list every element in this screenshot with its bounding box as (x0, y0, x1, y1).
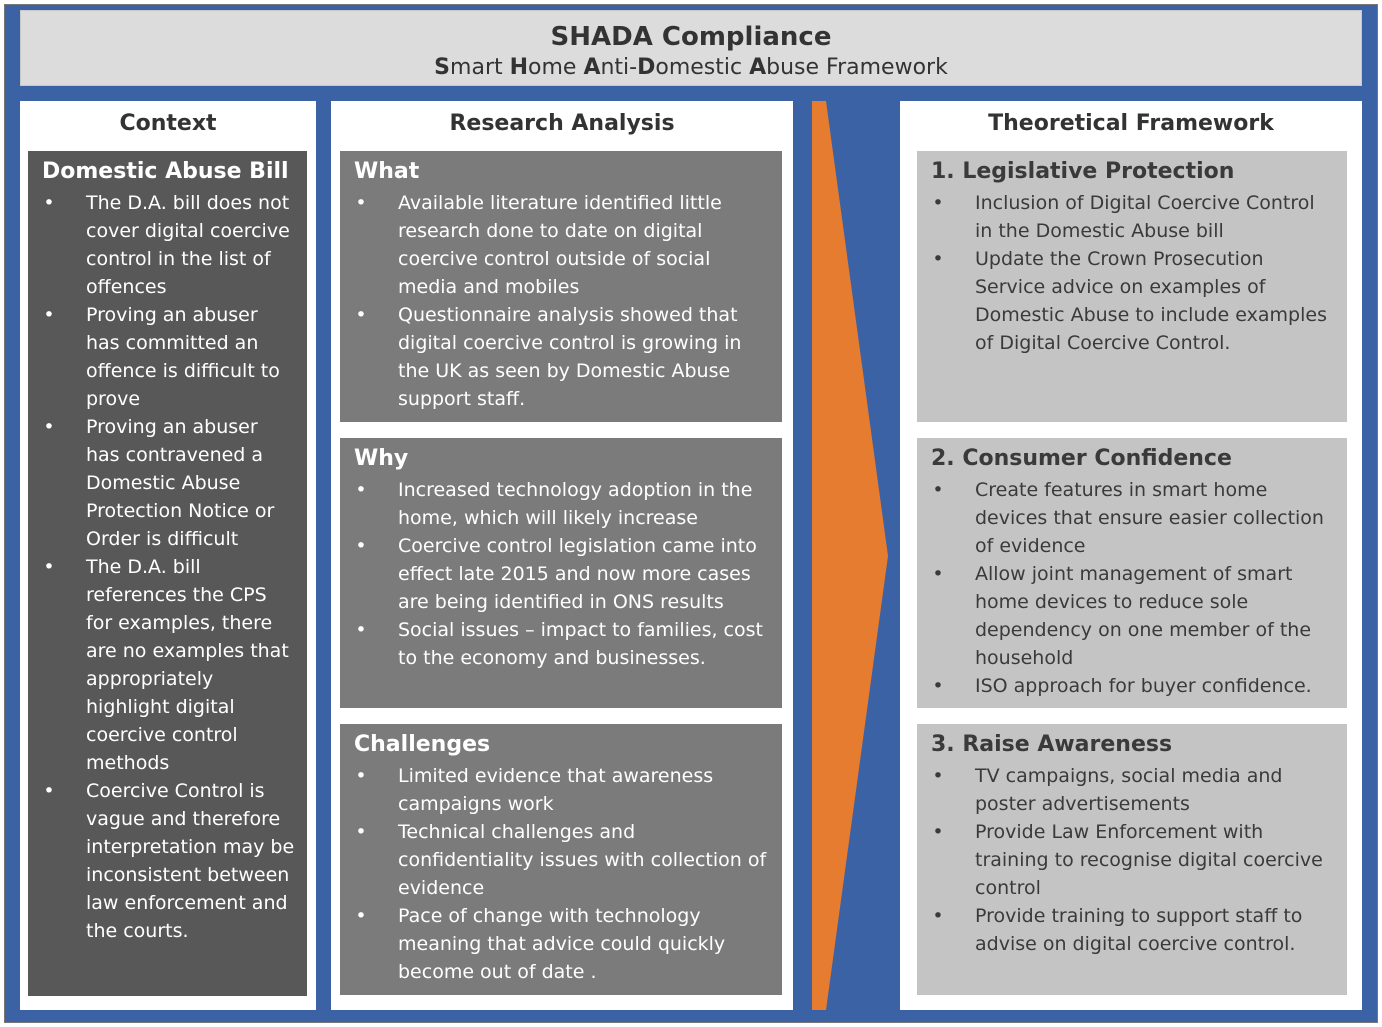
bullet-icon: • (932, 765, 944, 787)
list-item: • Coercive Control is vague and therefore interpretation may be inconsistent between law enforcement and the courts. (42, 777, 295, 945)
list-item: • TV campaigns, social media and poster advertisements (931, 762, 1335, 818)
bullet-icon: • (43, 556, 55, 578)
bullet-list (42, 189, 295, 945)
subtitle-text: mart (450, 55, 510, 80)
bullet-list (354, 189, 770, 413)
framework-heading: Theoretical Framework (988, 111, 1274, 136)
context-heading: Context (119, 111, 217, 136)
bullet-list (931, 189, 1335, 357)
legislative-protection-panel (917, 151, 1347, 422)
bullet-icon: • (355, 479, 367, 501)
list-item: • Questionnaire analysis showed that digital coercive control is growing in the UK as seen by Domestic Abuse support staff. (354, 301, 770, 413)
framework-column (900, 101, 1362, 1010)
research-column (331, 101, 793, 1010)
subtitle-initial: A (583, 55, 601, 80)
list-item: • Proving an abuser has committed an offence is difficult to prove (42, 301, 295, 413)
bullet-list (931, 476, 1335, 700)
bullet-icon: • (355, 821, 367, 843)
consumer-confidence-panel (917, 438, 1347, 708)
bullet-icon: • (932, 675, 944, 697)
list-item: • Provide training to support staff to advise on digital coercive control. (931, 902, 1335, 958)
list-item: • Create features in smart home devices that ensure easier collection of evidence (931, 476, 1335, 560)
context-column (20, 101, 316, 1010)
list-item: • Pace of change with technology meaning that advice could quickly become out of date . (354, 902, 770, 986)
panel-title: Why (354, 446, 409, 471)
bullet-icon: • (355, 192, 367, 214)
why-panel (340, 438, 782, 708)
list-item: • Available literature identified little research done to date on digital coercive control outside of social media and mobiles (354, 189, 770, 301)
bullet-icon: • (932, 192, 944, 214)
bullet-icon: • (932, 821, 944, 843)
subtitle-text: nti- (600, 55, 638, 80)
bullet-icon: • (43, 780, 55, 802)
research-heading: Research Analysis (449, 111, 675, 136)
list-item: • Technical challenges and confidentiality issues with collection of evidence (354, 818, 770, 902)
subtitle-text: buse Framework (766, 55, 948, 80)
subtitle-text: ome (528, 55, 584, 80)
domestic-abuse-bill-panel (28, 151, 307, 996)
list-item: • ISO approach for buyer confidence. (931, 672, 1335, 700)
panel-title: 3. Raise Awareness (931, 732, 1173, 757)
bullet-icon: • (43, 304, 55, 326)
page-subtitle (21, 53, 1361, 83)
bullet-list (354, 762, 770, 986)
list-item: • The D.A. bill references the CPS for examples, there are no examples that appropriately highlight digital coercive control methods (42, 553, 295, 777)
subtitle-initial: A (749, 55, 767, 80)
bullet-icon: • (355, 535, 367, 557)
list-item: • Update the Crown Prosecution Service advice on examples of Domestic Abuse to include examples of Digital Coercive Control. (931, 245, 1335, 357)
header-banner (20, 10, 1362, 86)
subtitle-initial: H (509, 55, 529, 80)
challenges-panel (340, 724, 782, 995)
list-item: • Social issues – impact to families, cost to the economy and businesses. (354, 616, 770, 672)
list-item: • Coercive control legislation came into effect late 2015 and now more cases are being identified in ONS results (354, 532, 770, 616)
subtitle-text: omestic (655, 55, 750, 80)
flow-arrow-icon (808, 101, 890, 1010)
list-item: • Inclusion of Digital Coercive Control in the Domestic Abuse bill (931, 189, 1335, 245)
list-item: • The D.A. bill does not cover digital coercive control in the list of offences (42, 189, 295, 301)
bullet-icon: • (932, 905, 944, 927)
list-item: • Allow joint management of smart home devices to reduce sole dependency on one member of the household (931, 560, 1335, 672)
bullet-icon: • (43, 192, 55, 214)
panel-title: 2. Consumer Confidence (931, 446, 1232, 471)
panel-title: Domestic Abuse Bill (42, 159, 289, 184)
list-item: • Proving an abuser has contravened a Domestic Abuse Protection Notice or Order is difficult (42, 413, 295, 553)
bullet-icon: • (355, 619, 367, 641)
bullet-icon: • (43, 416, 55, 438)
bullet-icon: • (932, 563, 944, 585)
subtitle-initial: S (434, 55, 451, 80)
subtitle-initial: D (637, 55, 656, 80)
bullet-list (931, 762, 1335, 958)
bullet-icon: • (355, 765, 367, 787)
panel-title: 1. Legislative Protection (931, 159, 1235, 184)
page-title: SHADA Compliance (550, 22, 832, 52)
list-item: • Limited evidence that awareness campaigns work (354, 762, 770, 818)
panel-title: Challenges (354, 732, 491, 757)
panel-title: What (354, 159, 420, 184)
bullet-icon: • (932, 248, 944, 270)
bullet-icon: • (355, 304, 367, 326)
arrow-shape (812, 101, 888, 1010)
raise-awareness-panel (917, 724, 1347, 995)
bullet-icon: • (355, 905, 367, 927)
bullet-list (354, 476, 770, 672)
list-item: • Provide Law Enforcement with training to recognise digital coercive control (931, 818, 1335, 902)
what-panel (340, 151, 782, 422)
list-item: • Increased technology adoption in the home, which will likely increase (354, 476, 770, 532)
bullet-icon: • (932, 479, 944, 501)
